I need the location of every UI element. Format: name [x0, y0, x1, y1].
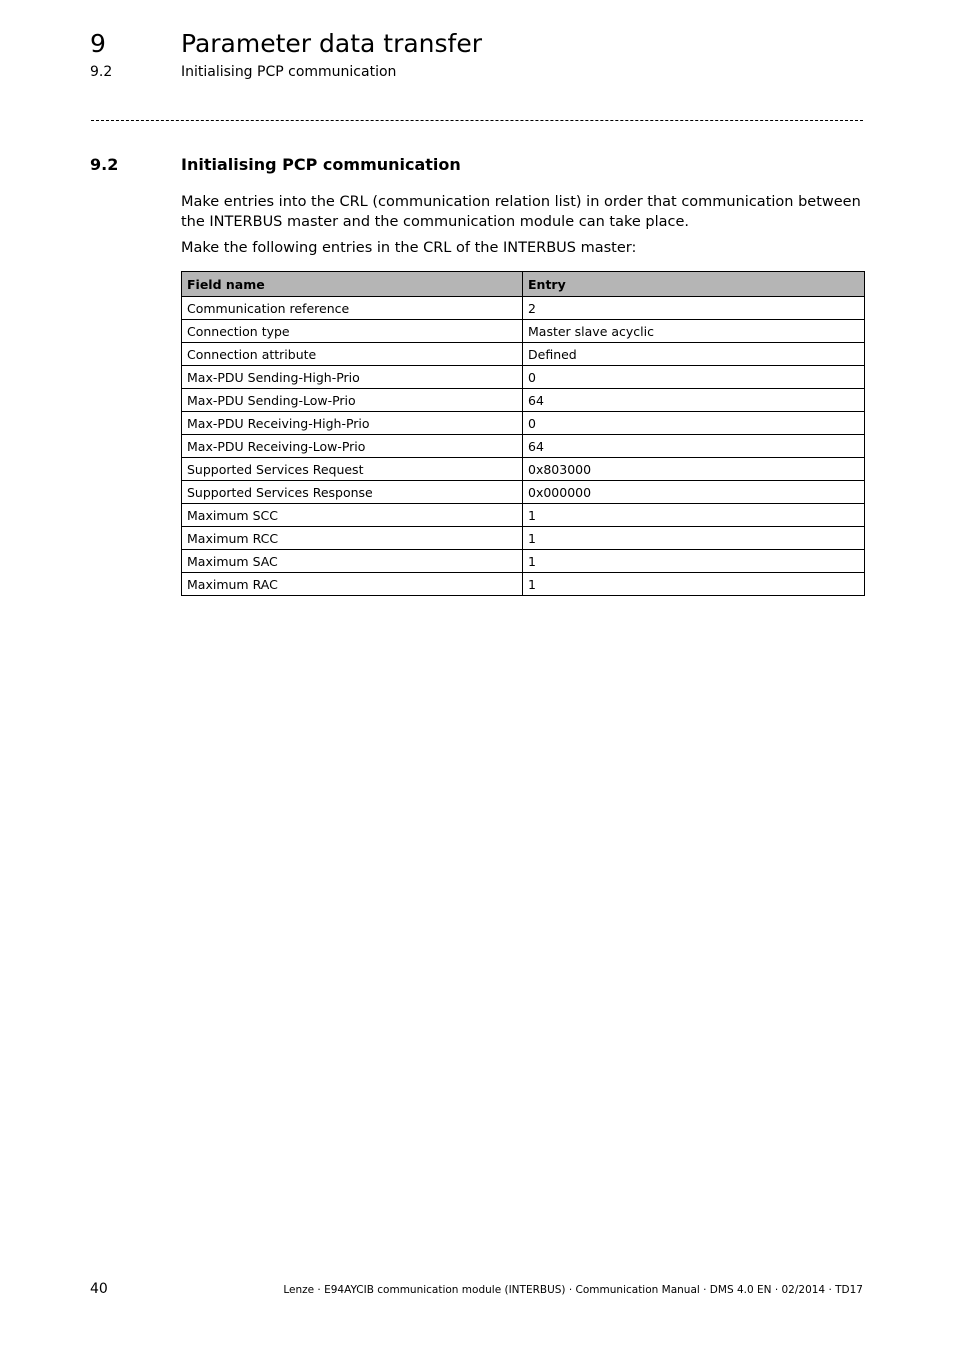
header-divider [91, 120, 863, 121]
field-name-cell: Max-PDU Sending-Low-Prio [182, 389, 523, 412]
section-number: 9.2 [90, 155, 119, 174]
table-row [182, 550, 865, 573]
entry-cell: 0 [523, 412, 865, 435]
table-row [182, 343, 865, 366]
field-name-cell: Max-PDU Sending-High-Prio [182, 366, 523, 389]
table-row [182, 389, 865, 412]
column-header-field-name: Field name [182, 272, 523, 297]
table-row [182, 366, 865, 389]
table-row [182, 481, 865, 504]
table-row [182, 412, 865, 435]
table-row [182, 435, 865, 458]
field-name-cell: Maximum RAC [182, 573, 523, 596]
subheader-number: 9.2 [90, 64, 113, 80]
entry-cell: 1 [523, 550, 865, 573]
field-name-cell: Supported Services Response [182, 481, 523, 504]
crl-entries-table [181, 271, 865, 596]
table-row [182, 573, 865, 596]
table-header-row [182, 272, 865, 297]
entry-cell: 1 [523, 573, 865, 596]
field-name-cell: Maximum SCC [182, 504, 523, 527]
field-name-cell: Connection type [182, 320, 523, 343]
entry-cell: 2 [523, 297, 865, 320]
entry-cell: 64 [523, 435, 865, 458]
field-name-cell: Supported Services Request [182, 458, 523, 481]
table-row [182, 297, 865, 320]
chapter-title: Parameter data transfer [181, 29, 483, 58]
field-name-cell: Maximum RCC [182, 527, 523, 550]
table-row [182, 504, 865, 527]
entry-cell: 64 [523, 389, 865, 412]
chapter-number: 9 [90, 29, 106, 58]
entry-cell: 1 [523, 504, 865, 527]
footer-text: Lenze · E94AYCIB communication module (INTERBUS) · Communication Manual · DMS 4.0 EN · 02/2014 · TD17 [283, 1284, 863, 1296]
entry-cell: 1 [523, 527, 865, 550]
field-name-cell: Max-PDU Receiving-High-Prio [182, 412, 523, 435]
instruction-paragraph: Make the following entries in the CRL of the INTERBUS master: [181, 240, 637, 256]
field-name-cell: Communication reference [182, 297, 523, 320]
entry-cell: Master slave acyclic [523, 320, 865, 343]
field-name-cell: Maximum SAC [182, 550, 523, 573]
subheader-title: Initialising PCP communication [181, 64, 397, 80]
table-row [182, 320, 865, 343]
section-heading: Initialising PCP communication [181, 155, 461, 174]
intro-paragraph: Make entries into the CRL (communication relation list) in order that communication between the INTERBUS master and the communication module can take place. [181, 194, 861, 230]
page-number: 40 [90, 1281, 108, 1297]
table-row [182, 527, 865, 550]
entry-cell: Defined [523, 343, 865, 366]
field-name-cell: Connection attribute [182, 343, 523, 366]
table-row [182, 458, 865, 481]
entry-cell: 0x803000 [523, 458, 865, 481]
entry-cell: 0 [523, 366, 865, 389]
field-name-cell: Max-PDU Receiving-Low-Prio [182, 435, 523, 458]
column-header-entry: Entry [523, 272, 865, 297]
entry-cell: 0x000000 [523, 481, 865, 504]
